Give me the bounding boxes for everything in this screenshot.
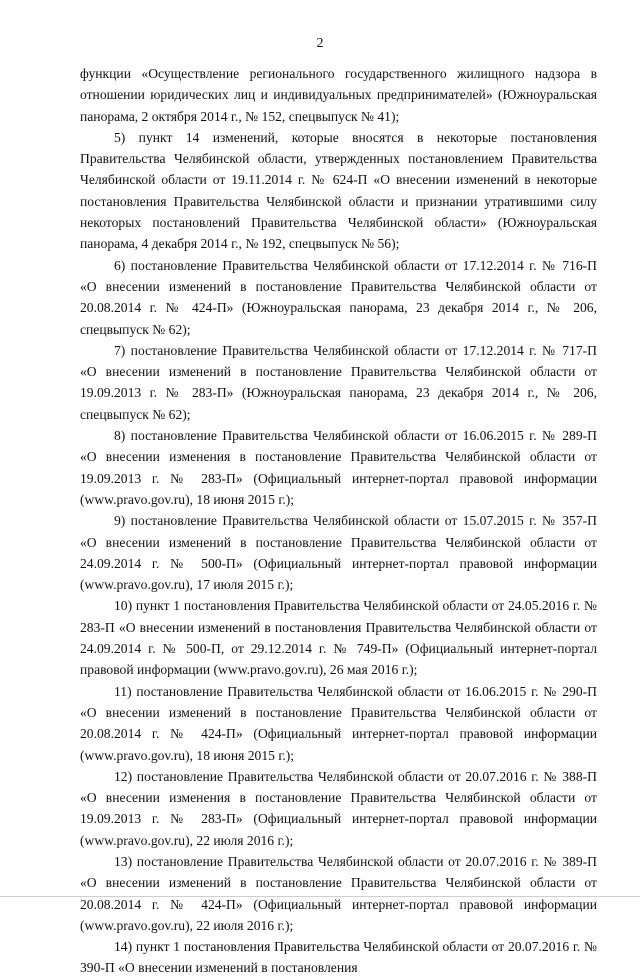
paragraph-item-7: 7) постановление Правительства Челябинской области от 17.12.2014 г. № 717-П «О внесении изменений в постановление Правительства Челябинской области от 19.09.2013 г. № 283-П» (Южноуральская панорама, 23 декабря 2014 г., № 206, спецвыпуск № 62); bbox=[80, 342, 597, 422]
page-bottom-edge bbox=[0, 896, 640, 897]
page-number: 2 bbox=[316, 36, 324, 51]
paragraph-item-8: 8) постановление Правительства Челябинской области от 16.06.2015 г. № 289-П «О внесении изменения в постановление Правительства Челябинской области от 19.09.2013 г. № 283-П» (Официальный интернет-портал правовой информации (www.pravo.gov.ru), 18 июня 2015 г.); bbox=[80, 428, 597, 507]
paragraph-item-10: 10) пункт 1 постановления Правительства Челябинской области от 24.05.2016 г. № 283-П «О внесении изменений в постановления Правительства Челябинской области от 24.09.2014 г. № 500-П, от 29.12.2014 г. № 749-П» (Официальный интернет-портал правовой информации (www.pravo.gov.ru), 26 мая 2016 г.); bbox=[80, 598, 597, 678]
paragraph-item-9: 9) постановление Правительства Челябинской области от 15.07.2015 г. № 357-П «О внесении изменений в постановление Правительства Челябинской области от 24.09.2014 г. № 500-П» (Официальный интернет-портал правовой информации (www.pravo.gov.ru), 17 июля 2015 г.); bbox=[80, 513, 597, 593]
paragraph-item-11: 11) постановление Правительства Челябинской области от 16.06.2015 г. № 290-П «О внесении изменений в постановление Правительства Челябинской области от 20.08.2014 г. № 424-П» (Официальный интернет-портал правовой информации (www.pravo.gov.ru), 18 июня 2015 г.); bbox=[80, 683, 597, 763]
document-body bbox=[80, 63, 597, 979]
paragraph-item-13: 13) постановление Правительства Челябинской области от 20.07.2016 г. № 389-П «О внесении изменений в постановление Правительства Челябинской области от 20.08.2014 г. № 424-П» (Официальный интернет-портал правовой информации (www.pravo.gov.ru), 22 июля 2016 г.); bbox=[80, 853, 597, 933]
paragraph-item-12: 12) постановление Правительства Челябинской области от 20.07.2016 г. № 388-П «О внесении изменения в постановление Правительства Челябинской области от 19.09.2013 г. № 283-П» (Официальный интернет-портал правовой информации (www.pravo.gov.ru), 22 июля 2016 г.); bbox=[80, 768, 597, 848]
paragraph-item-5: 5) пункт 14 изменений, которые вносятся в некоторые постановления Правительства Челябинской области, утвержденных постановлением Правительства Челябинской области от 19.11.2014 г. № 624-П «О внесении изменений в некоторые постановления Правительства Челябинской области и признании утратившими силу некоторых постановлений Правительства Челябинской области» (Южноуральская панорама, 4 декабря 2014 г., № 192, спецвыпуск № 56); bbox=[80, 129, 597, 252]
paragraph-item-6: 6) постановление Правительства Челябинской области от 17.12.2014 г. № 716-П «О внесении изменений в постановление Правительства Челябинской области от 20.08.2014 г. № 424-П» (Южноуральская панорама, 23 декабря 2014 г., № 206, спецвыпуск № 62); bbox=[80, 257, 597, 337]
paragraph-item-14: 14) пункт 1 постановления Правительства Челябинской области от 20.07.2016 г. № 390-П «О внесении изменений в постановления bbox=[80, 939, 597, 976]
paragraph-continuation: функции «Осуществление регионального государственного жилищного надзора в отношении юридических лиц и индивидуальных предпринимателей» (Южноуральская панорама, 2 октября 2014 г., № 152, спецвыпуск № 41); bbox=[80, 66, 597, 124]
